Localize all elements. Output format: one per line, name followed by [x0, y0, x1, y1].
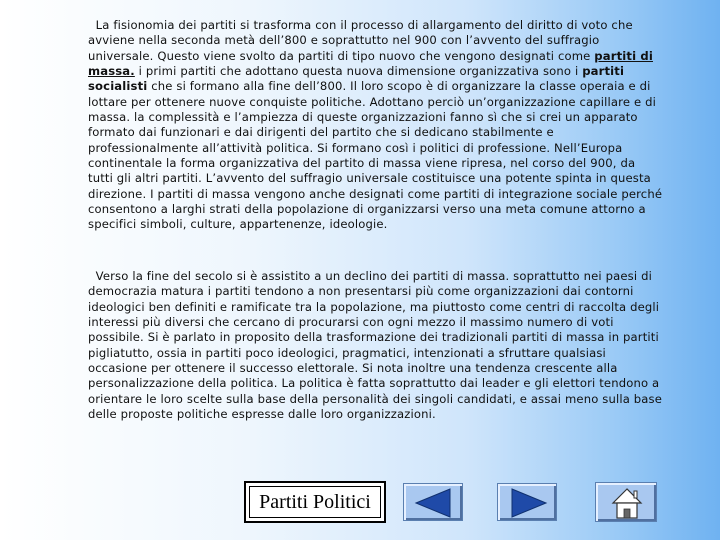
triangle-right-icon [498, 484, 558, 522]
home-button[interactable] [595, 482, 657, 522]
paragraph-2-text: Verso la fine del secolo si è assistito a un declino dei partiti di massa. soprattutto nei paesi di democrazia matura i partiti tendono a non presentarsi più come organizzazioni dai contorni ideologici ben definiti e ramificate tra la popolazione, ma piuttosto come centri di raccolta degli interessi più diversi che cercano di procurarsi con ogni mezzo il massimo numero di voti possibile. Si è parlato in proposito della trasformazione dei tradizionali partiti di massa in partiti pigliatutto, ossia in partiti poco ideologici, pragmatici, intenzionati a sfruttare qualsiasi occasione per ottenere il successo elettorale. Si nota inoltre una tendenza crescente alla personalizzazione della politica. La politica è fatta soprattutto dai leader e gli elettori tendono a orientare le loro scelte sulla base della personalità dei singoli candidati, e assai meno sulla base delle proposte politiche espresse dalle loro organizzazioni. [88, 269, 663, 422]
paragraph-2 [88, 269, 663, 422]
previous-button[interactable] [403, 483, 463, 521]
paragraph-1-text-a: La fisionomia dei partiti si trasforma con il processo di allargamento del diritto di voto che avviene nella seconda metà dell’800 e soprattutto nel 900 con l’avvento del suffragio universale. Questo viene svolto da partiti di tipo nuovo che vengono designati come [88, 18, 633, 63]
slide-title-box [244, 481, 386, 523]
house-icon [596, 483, 658, 523]
next-button[interactable] [497, 483, 557, 521]
link-partiti-di-massa[interactable]: partiti di massa. [88, 48, 653, 79]
slide-title: Partiti Politici [249, 486, 381, 518]
paragraph-1-text-b: i primi partiti che adottano questa nuova dimensione organizzativa sono i [134, 64, 583, 79]
link-partiti-socialisti[interactable]: partiti socialisti [88, 64, 625, 94]
triangle-left-icon [404, 484, 464, 522]
paragraph-1 [88, 18, 663, 233]
paragraph-1-text-c: che si formano alla fine dell’800. Il loro scopo è di organizzare la classe operaia e di lottare per ottenere nuove conquiste politiche. Adottano perciò un’organizzazione capillare e di massa. la complessità e l’ampiezza di queste organizzazioni fanno sì che si crei un apparato formato dai funzionari e dai dirigenti del partito che si dedicano stabilmente e professionalmente all’attività politica. Si formano così i politici di professione. Nell’Europa continentale la forma organizzativa del partito di massa viene ripresa, nel corso del 900, da tutti gli altri partiti. L’avvento del suffragio universale costituisce una potente spinta in questa direzione. I partiti di massa vengono anche designati come partiti di integrazione sociale perché consentono a larghi strati della popolazione di organizzarsi verso una meta comune attorno a specifici simboli, culture, appartenenze, ideologie. [88, 79, 663, 232]
